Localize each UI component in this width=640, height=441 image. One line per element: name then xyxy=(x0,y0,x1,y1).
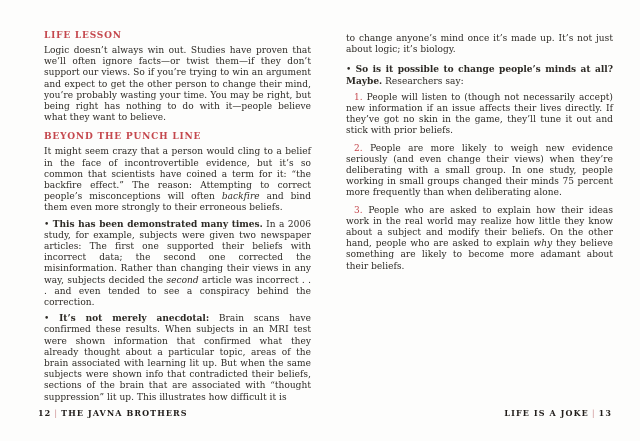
footer-separator: | xyxy=(54,409,59,418)
paragraph-text: People will listen to (though not necessarily accept) new information if an issue affects their lives directly. If they’ve got no skin in the game, they’ll tune it out and stick with prior beliefs. xyxy=(346,92,613,137)
page-number: 12 xyxy=(38,408,52,418)
page-number: 13 xyxy=(598,408,612,418)
bullet-icon: • xyxy=(44,219,50,230)
footer-left xyxy=(38,408,188,419)
item-number: 1. xyxy=(354,92,363,103)
numbered-item-3 xyxy=(346,206,613,273)
paragraph-text: and bind them even more strongly to their erroneous beliefs. xyxy=(44,192,312,214)
bold-lead: It’s not merely anecdotal: xyxy=(59,314,210,325)
paragraph-text: Brain scans have confirmed these results. When subjects in an MRI test were shown information that confirmed what they already thought about a particular topic, areas of the brain associated with learning lit up. But when the same subjects were shown info that contradicted their beliefs, sections of the brain that are associated with “thought suppression” lit up. This illustrates how difficult it is xyxy=(44,314,311,403)
paragraph-backfire-effect xyxy=(44,147,311,214)
book-title: THE JAVNA BROTHERS xyxy=(61,408,188,418)
bullet-paragraph-demonstrated xyxy=(44,220,311,310)
item-number: 2. xyxy=(354,143,363,154)
paragraph-text: article was incorrect . . . and even tended to see a conspiracy behind the correction. xyxy=(44,275,311,309)
footer-separator: | xyxy=(591,409,596,418)
paragraph-life-lesson xyxy=(44,46,311,124)
bullet-paragraph-anecdotal xyxy=(44,314,311,404)
item-number: 3. xyxy=(354,205,363,216)
paragraph-text: they believe something are likely to become more adamant about their beliefs. xyxy=(346,239,613,272)
section-heading-life-lesson: LIFE LESSON xyxy=(44,31,122,41)
numbered-item-1 xyxy=(346,93,613,138)
numbered-item-2 xyxy=(346,144,613,200)
bold-lead: This has been demonstrated many times. xyxy=(52,219,263,230)
footer-right xyxy=(504,408,612,419)
page-left xyxy=(44,31,311,409)
bullet-icon: • xyxy=(346,65,352,76)
italic-word: why xyxy=(533,239,553,250)
bullet-icon: • xyxy=(44,314,50,325)
paragraph-text: Researchers say: xyxy=(382,76,464,87)
page-right xyxy=(346,34,613,279)
bullet-paragraph-change-minds xyxy=(346,65,613,87)
paragraph-text: Logic doesn’t always win out. Studies have proven that we’ll often ignore facts—or twist them—if they don’t support our views. So if you’re trying to win an argument and expect to get the other person to change their mind, you’re probably wasting your time. You may be right, but being right has nothing to do with it—people believe what they want to believe. xyxy=(44,46,311,124)
paragraph-text: In a 2006 study, for example, subjects were given two newspaper articles: The first one supported their beliefs with incorrect data; the second one corrected the misinformation. Rather than changing their views in any way, subjects decided the xyxy=(44,219,311,286)
bold-lead: So is it possible to change people’s minds at all? Maybe. xyxy=(346,65,613,87)
italic-word: backfire xyxy=(221,192,260,203)
paragraph-text: It might seem crazy that a person would cling to a belief in the face of incontrovertible evidence, but it’s so common that scientists have coined a term for it: “the backfire effect.” The reason: Attempting to correct people’s misconceptions will often xyxy=(44,147,311,203)
paragraph-text: People are more likely to weigh new evidence seriously (and even change their views) when they’re deliberating with a small group. In one study, people working in small groups changed their minds 75 percent more frequently than when deliberating alone. xyxy=(346,143,613,199)
chapter-title: LIFE IS A JOKE xyxy=(504,408,589,418)
paragraph-text: People who are asked to explain how their ideas work in the real world may realize how little they know about a subject and modify their beliefs. On the other hand, people who are asked to explain xyxy=(346,205,613,250)
italic-word: second xyxy=(166,275,199,286)
paragraph-continuation xyxy=(346,34,613,56)
paragraph-text: to change anyone’s mind once it’s made up. It’s not just about logic; it’s biology. xyxy=(346,34,613,56)
section-heading-beyond-punch-line: BEYOND THE PUNCH LINE xyxy=(44,132,202,143)
